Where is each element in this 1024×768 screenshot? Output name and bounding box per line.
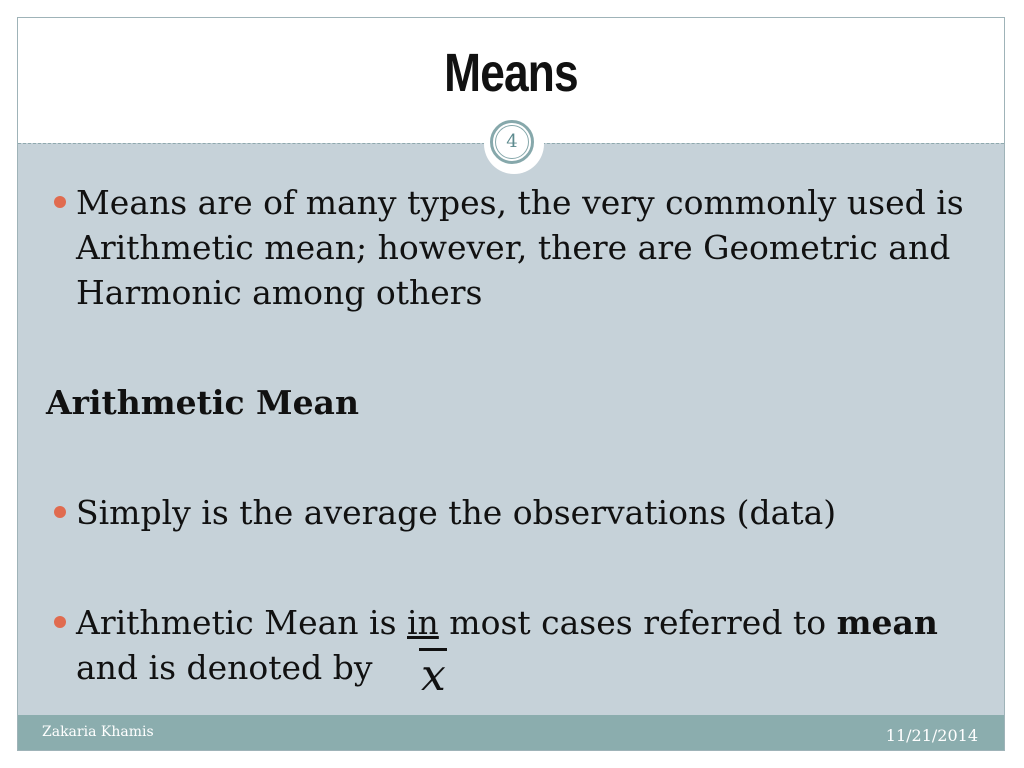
bullet-item-types — [54, 180, 984, 315]
footer — [18, 715, 1004, 750]
bullet-text-part1: Arithmetic Mean is — [76, 603, 407, 642]
page-number-ring — [495, 125, 529, 159]
footer-author: Zakaria Khamis — [42, 724, 154, 740]
bold-word: mean — [836, 603, 938, 642]
footer-date: 11/21/2014 — [885, 726, 978, 745]
slide-title: Means — [444, 43, 578, 103]
underlined-word: in — [407, 603, 439, 642]
slide — [17, 17, 1005, 751]
section-heading: Arithmetic Mean — [46, 383, 359, 422]
bullet-dot-icon — [54, 196, 66, 208]
page-number-badge — [490, 120, 534, 164]
bullet-item-average — [54, 490, 984, 535]
bullet-dot-icon — [54, 506, 66, 518]
bullet-text-part2: most cases referred to — [438, 603, 837, 642]
bullet-text-part3: and is denoted by — [76, 648, 373, 687]
mean-symbol: x — [421, 650, 446, 701]
bullet-dot-icon — [54, 616, 66, 628]
bullet-text: Simply is the average the observations (data) — [76, 493, 837, 532]
bullet-text: Means are of many types, the very commonly used is Arithmetic mean; however, there are Geometric and Harmonic among others — [76, 183, 964, 312]
page-number: 4 — [506, 131, 518, 152]
bullet-item-denotation — [54, 600, 984, 690]
